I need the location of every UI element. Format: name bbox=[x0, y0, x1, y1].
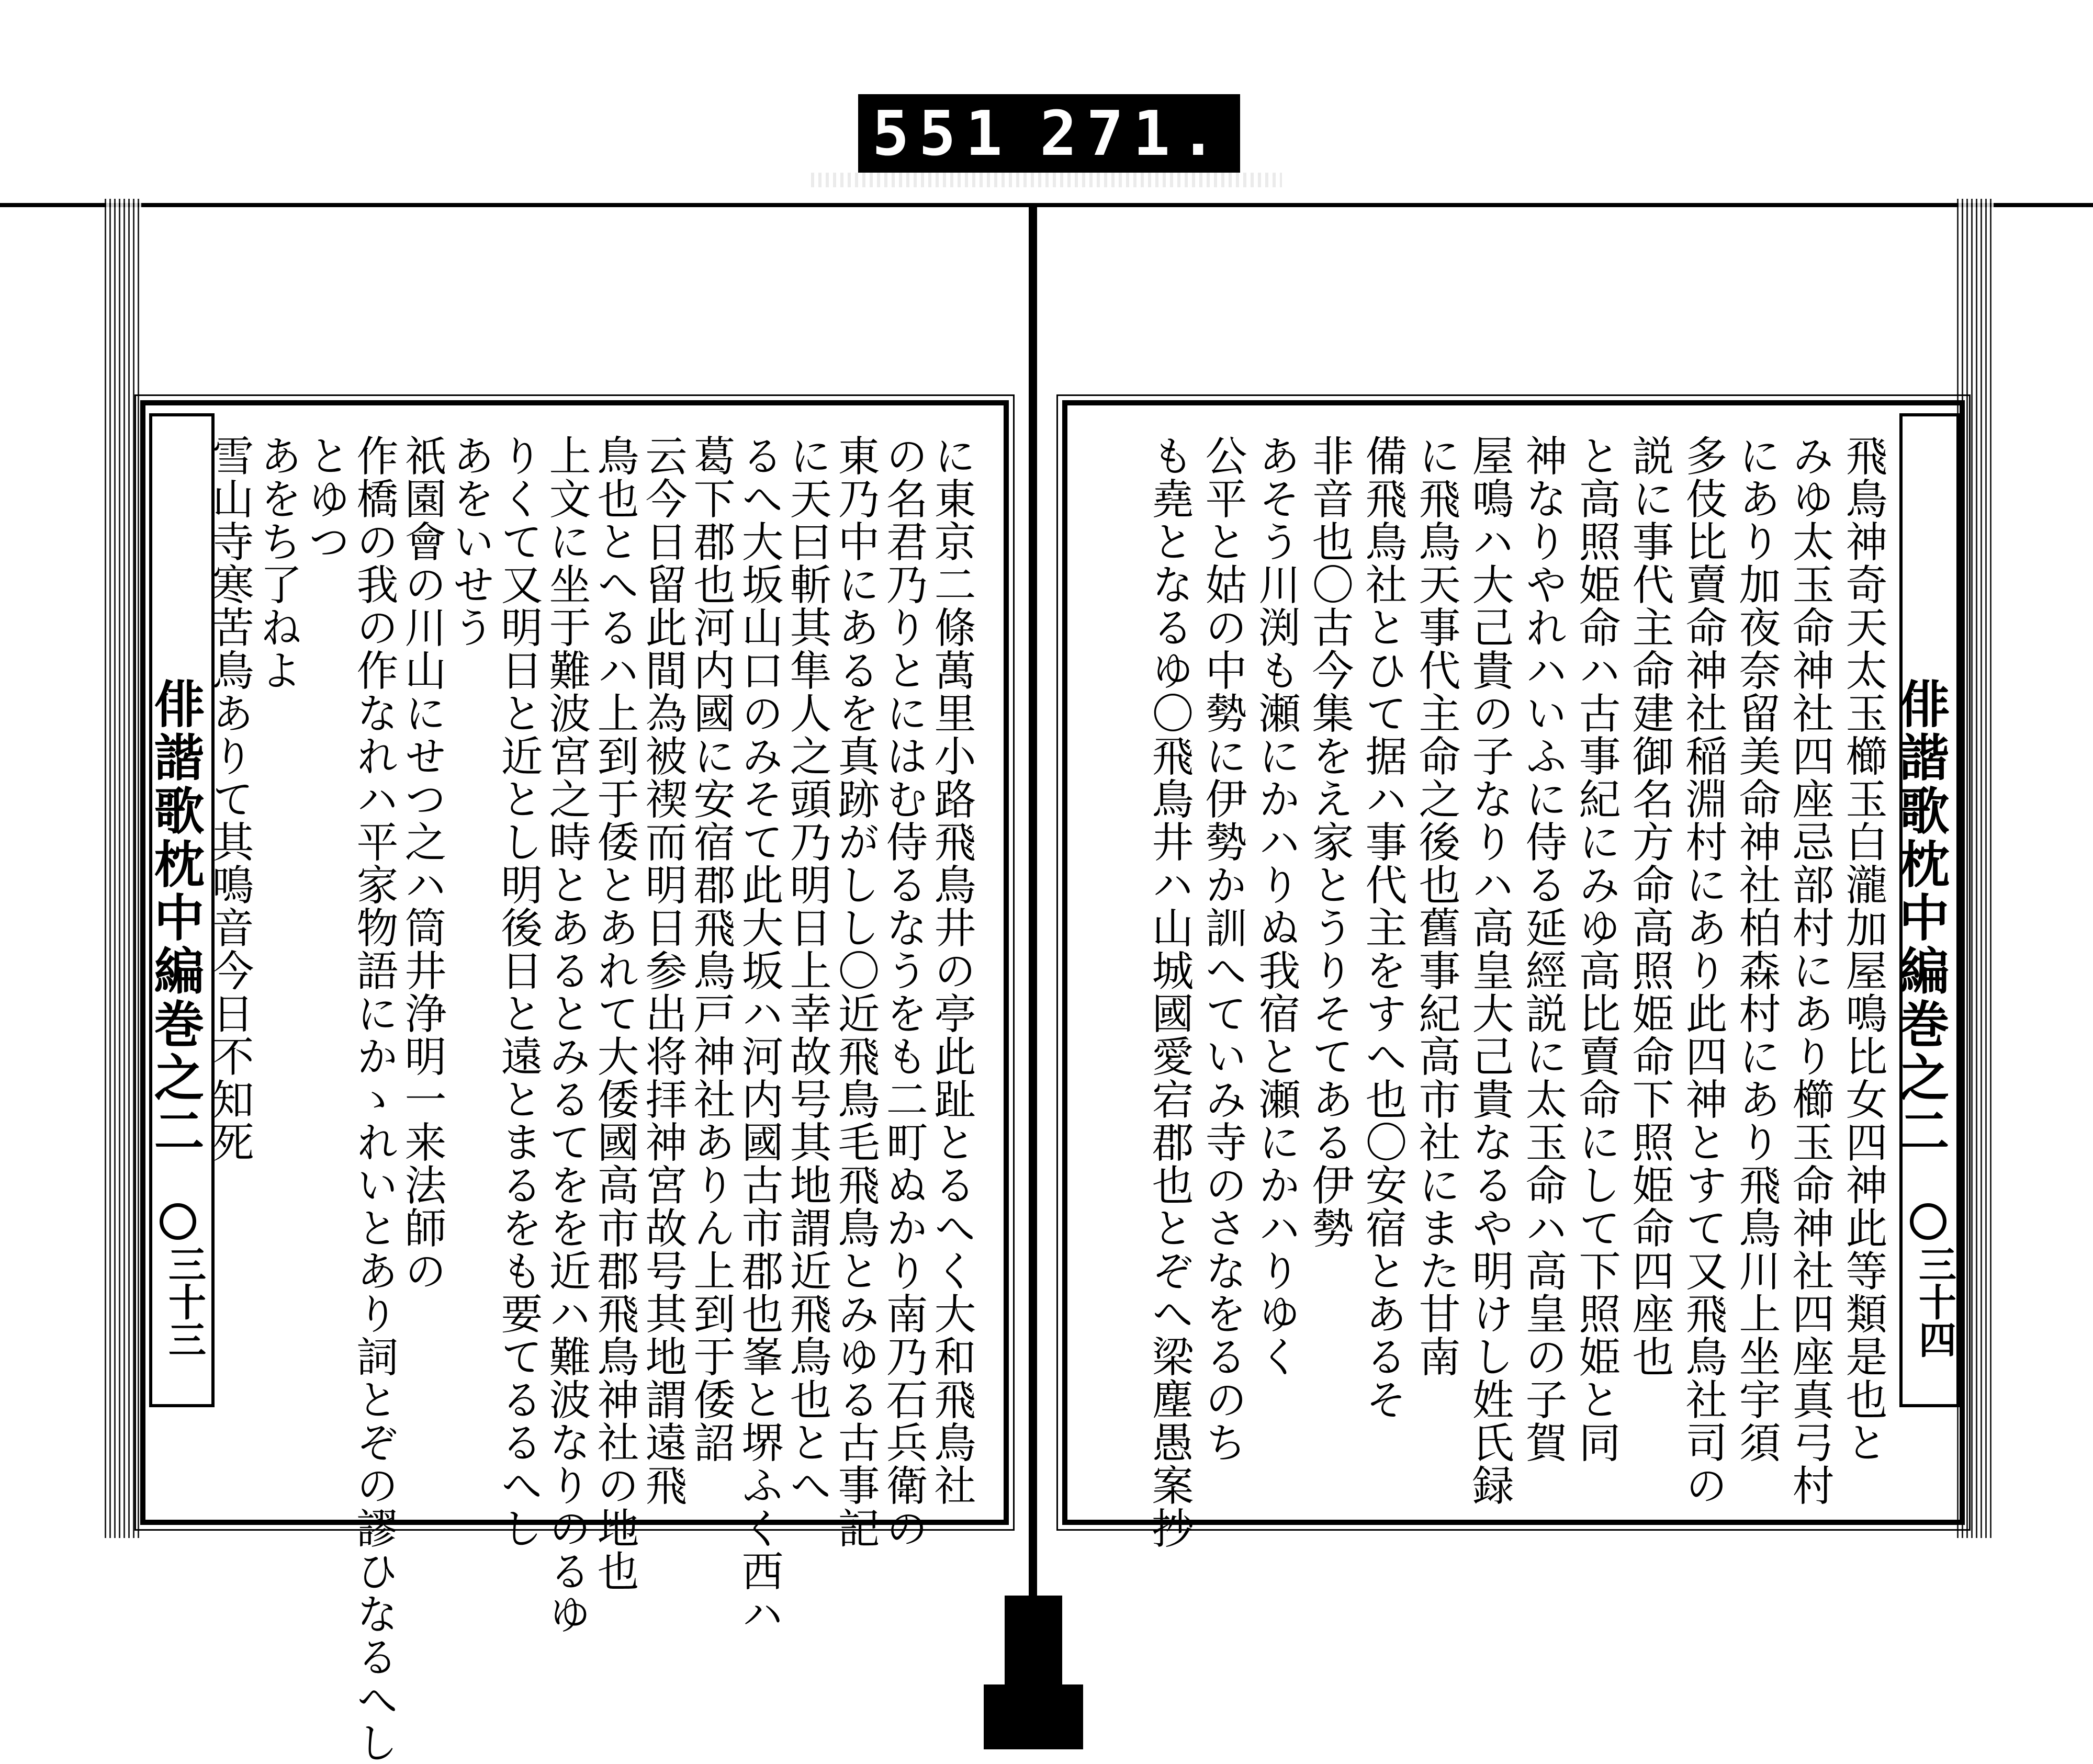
table-edge-line bbox=[0, 203, 2093, 207]
text-column: 神なりやれハいふに侍る延經説に太玉命ハ高皇の子賀 bbox=[1518, 434, 1567, 1464]
left-page-frame bbox=[140, 400, 1009, 1764]
left-page-number: 三十三 bbox=[162, 1245, 207, 1358]
left-page-title: 俳諧歌枕中編巻之二 bbox=[149, 413, 215, 1407]
text-column: に天曰斬其隼人之頭乃明日上幸故号其地謂近飛鳥也とへ bbox=[783, 434, 831, 1507]
text-column: 公平と姑の中勢に伊勢か訓へていみ寺のさなをるのち bbox=[1198, 434, 1247, 1464]
text-column: 鳥也とへるハ上到于倭とあれて大倭國高市郡飛鳥神社の地也 bbox=[590, 434, 639, 1592]
text-column: あをいせう bbox=[446, 434, 494, 649]
text-column: 作橋の我の作なれハ平家物語にかゝれいとあり詞とぞの謬ひなるへし bbox=[350, 434, 398, 1764]
text-column: 葛下郡也河内國に安宿郡飛鳥戸神社ありん上到于倭詔 bbox=[687, 434, 735, 1464]
book-spine bbox=[1029, 203, 1037, 1615]
text-column: 非音也〇古今集をえ家とうりそてある伊勢 bbox=[1305, 434, 1354, 1249]
text-column: 説に事代主命建御名方命高照姫命下照姫命四座也 bbox=[1625, 434, 1674, 1378]
right-page-text bbox=[1067, 405, 1960, 1550]
text-column: 上文に坐于難波宮之時とあるとみるてをを近ハ難波なりのるゆ bbox=[542, 434, 591, 1635]
right-page-title: 俳諧歌枕中編巻之二 bbox=[1899, 413, 1960, 1407]
left-page-text bbox=[145, 405, 1004, 1764]
text-column: るへ大坂山口のみそて此大坂ハ河内國古市郡也峯と堺ふく西ハ bbox=[735, 434, 783, 1635]
text-column: 云今日留此間為被禊而明日参出将拝神宮故号其地謂遠飛 bbox=[638, 434, 687, 1507]
text-column: に飛鳥天事代主命之後也舊事紀高市社にまた甘南 bbox=[1412, 434, 1460, 1378]
text-column: あをち了ねよ bbox=[253, 434, 302, 692]
text-column: あそう川渕も瀬にかハりぬ我宿と瀬にかハりゆく bbox=[1252, 434, 1300, 1378]
call-number-right: 271. bbox=[1040, 97, 1226, 169]
text-column: りくて又明日と近とし明後日と遠とまるをも要てるるへし bbox=[494, 434, 543, 1550]
text-column: と高照姫命ハ古事紀にみゆ高比賣命にして下照姫と同 bbox=[1572, 434, 1621, 1464]
right-page-number: 三十四 bbox=[1912, 1245, 1957, 1358]
text-column: にあり加夜奈留美命神社柏森村にあり飛鳥川上坐宇須 bbox=[1732, 434, 1781, 1464]
text-column: 祇園會の川山にせつ之ハ筒井浄明一来法師の bbox=[398, 434, 446, 1292]
text-column: とゆつ bbox=[301, 434, 350, 563]
text-column: に東京二條萬里小路飛鳥井の亭此趾とるへく大和飛鳥社 bbox=[927, 434, 976, 1507]
left-page-edge bbox=[105, 199, 141, 1538]
call-number-label bbox=[858, 94, 1240, 173]
right-page-circle-mark bbox=[1910, 1203, 1946, 1240]
text-column: みゆ太玉命神社四座忌部村にあり櫛玉命神社四座真弓村 bbox=[1785, 434, 1834, 1507]
left-page-circle-mark bbox=[160, 1203, 196, 1240]
call-number-left: 551 bbox=[872, 97, 1012, 169]
text-column: 東乃中にあるを真跡がしし〇近飛鳥毛飛鳥とみゆる古事記 bbox=[831, 434, 880, 1550]
text-column: も堯となるゆ〇飛鳥井ハ山城國愛宕郡也とぞへ梁塵愚案抄 bbox=[1145, 434, 1194, 1550]
text-column: 多伎比賣命神社稲淵村にあり此四神とすて又飛鳥社司の bbox=[1679, 434, 1727, 1507]
text-column: 雪山寺寒苦鳥ありて其鳴音今日不知死 bbox=[205, 434, 254, 1163]
text-column: 屋鳴ハ大己貴の子なりハ高皇大己貴なるや明けし姓氏録 bbox=[1465, 434, 1514, 1507]
text-column: の名君乃りとにはむ侍るなうをも二町ぬかり南乃石兵衛の bbox=[879, 434, 928, 1550]
right-page-frame bbox=[1062, 400, 1965, 1550]
tape-strip bbox=[811, 173, 1282, 187]
spine-stand-base bbox=[984, 1684, 1083, 1749]
text-column: 飛鳥神奇天太玉櫛玉白瀧加屋鳴比女四神此等類是也と bbox=[1839, 434, 1887, 1464]
text-column: 備飛鳥社とひて据ハ事代主をすへ也〇安宿とあるそ bbox=[1358, 434, 1407, 1421]
